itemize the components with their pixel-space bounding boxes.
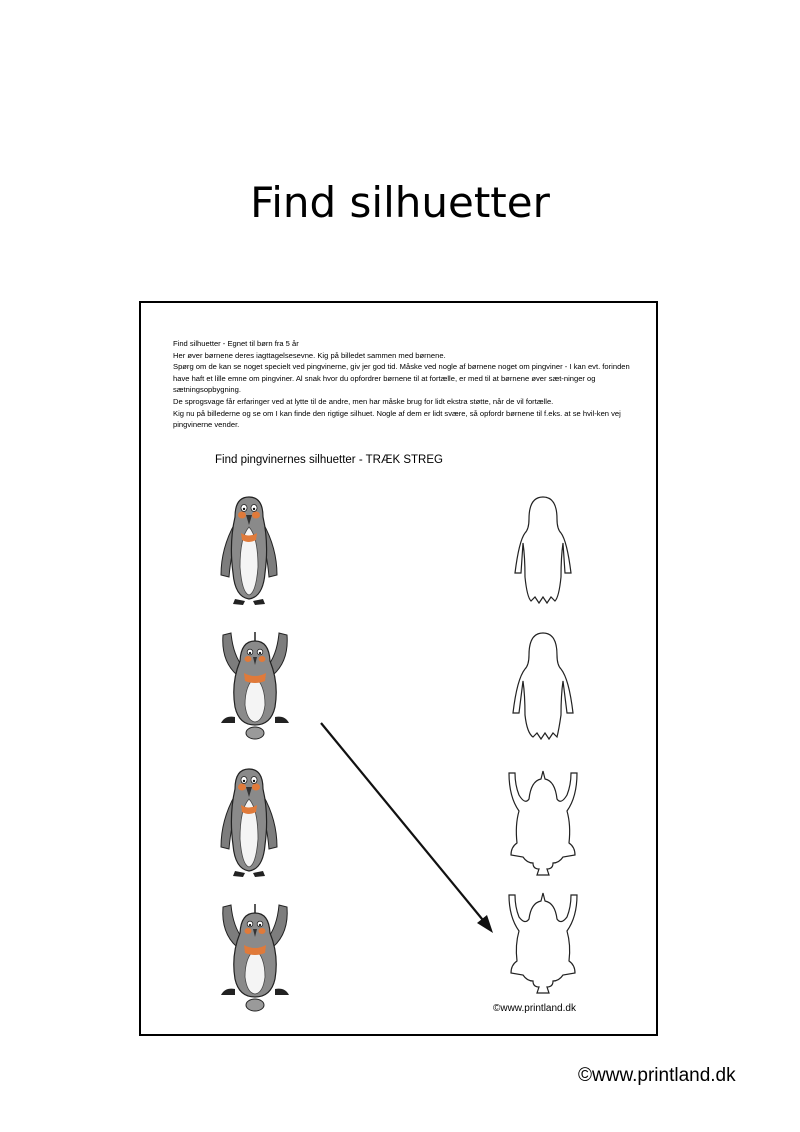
worksheet-copyright: ©www.printland.dk: [493, 1003, 576, 1014]
instruction-line: De sprogsvage får erfaringer ved at lytte til de andre, men har måske brug for lidt ekstra støtte, når de vil fortælle.: [173, 396, 554, 406]
worksheet-instructions: [173, 338, 633, 431]
penguin-arms-up-illustration-1: [213, 627, 297, 745]
penguin-arms-up-illustration-2: [213, 899, 297, 1017]
penguin-standing-illustration-1: [215, 493, 283, 608]
footer-copyright: ©www.printland.dk: [578, 1065, 736, 1086]
instruction-line: Spørg om de kan se noget specielt ved pingvinerne, giv jer god tid. Måske ved nogle af børnene noget om pingviner - I kan evt. forinden have haft et lille emne om pingviner. Al snak hvor du opfordrer børnene til at fortælle, er med til at børnene øver sæt-ninger og sætningsopbygning.: [173, 362, 630, 395]
instruction-line: Her øver børnene deres iagttagelsesevne. Kig på billedet sammen med børnene.: [173, 350, 446, 360]
connect-line-arrow: [311, 713, 501, 938]
page-title: Find silhuetter: [250, 178, 550, 227]
penguin-silhouette-standing-2: [507, 629, 579, 744]
penguin-silhouette-arms-up-2: [501, 889, 585, 997]
task-title: Find pingvinernes silhuetter - TRÆK STREG: [215, 454, 443, 466]
instruction-line: Find silhuetter - Egnet til børn fra 5 år: [173, 339, 299, 348]
penguin-silhouette-standing-1: [507, 493, 579, 608]
penguin-standing-illustration-2: [215, 765, 283, 880]
instruction-line: Kig nu på billederne og se om I kan finde den rigtige silhuet. Nogle af dem er lidt svære, så opfordr børnene til f.eks. at se hvil-ken vej pingvinerne vender.: [173, 408, 621, 430]
worksheet: [139, 301, 658, 1036]
penguin-silhouette-arms-up-1: [501, 765, 585, 883]
